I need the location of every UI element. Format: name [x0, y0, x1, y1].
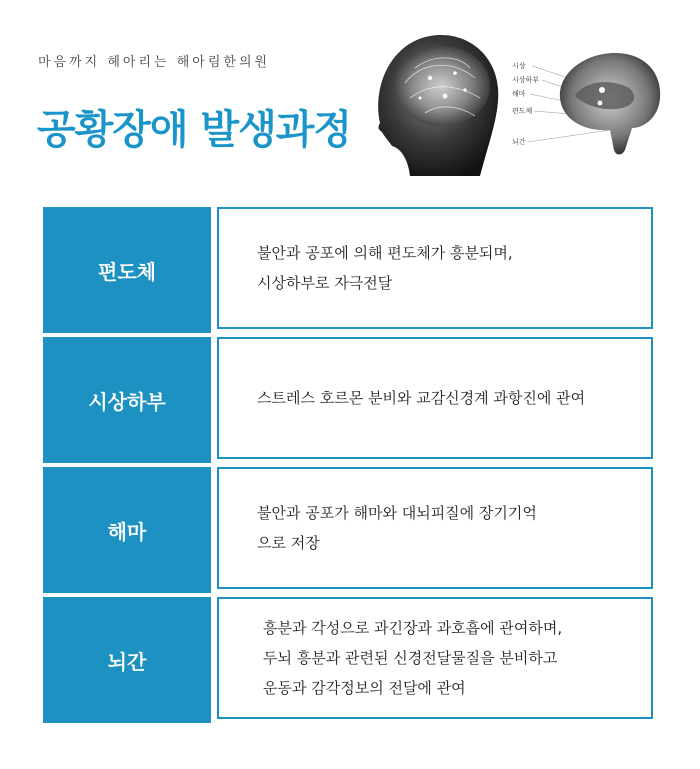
brain-illustration: [370, 28, 670, 176]
illus-label: 시상: [512, 62, 526, 70]
description-line: 으로 저장: [257, 534, 320, 552]
row-description: [217, 597, 653, 719]
row-description: [217, 337, 653, 459]
row-label-brainstem: 뇌간: [43, 597, 211, 723]
row-description: [217, 467, 653, 589]
tagline: 마음까지 헤아리는 해아림한의원: [38, 55, 271, 70]
illus-label: 해마: [512, 90, 526, 98]
illus-label: 편도체: [512, 107, 533, 115]
row-label-hippocampus: 해마: [43, 467, 211, 593]
process-row: [43, 467, 657, 593]
description-line: 두뇌 흥분과 관련된 신경전달물질을 분비하고: [263, 649, 558, 667]
process-row: [43, 597, 657, 723]
description-line: 스트레스 호르몬 분비와 교감신경계 과항진에 관여: [257, 389, 586, 407]
illus-label: 뇌간: [512, 138, 526, 146]
description-line: 시상하부로 자극전달: [257, 274, 393, 292]
description-line: 불안과 공포가 해마와 대뇌피질에 장기기억: [257, 504, 537, 522]
page-title: 공황장애 발생과정: [37, 107, 352, 153]
description-line: 운동과 감각정보의 전달에 관여: [263, 679, 466, 697]
row-label-amygdala: 편도체: [43, 207, 211, 333]
illus-label: 시상하부: [512, 76, 540, 84]
row-description: [217, 207, 653, 329]
description-line: 불안과 공포에 의해 편도체가 흥분되며,: [257, 244, 513, 262]
process-row: [43, 207, 657, 333]
description-line: 흥분과 각성으로 과긴장과 과호흡에 관여하며,: [263, 619, 563, 637]
row-label-hypothalamus: 시상하부: [43, 337, 211, 463]
process-row: [43, 337, 657, 463]
